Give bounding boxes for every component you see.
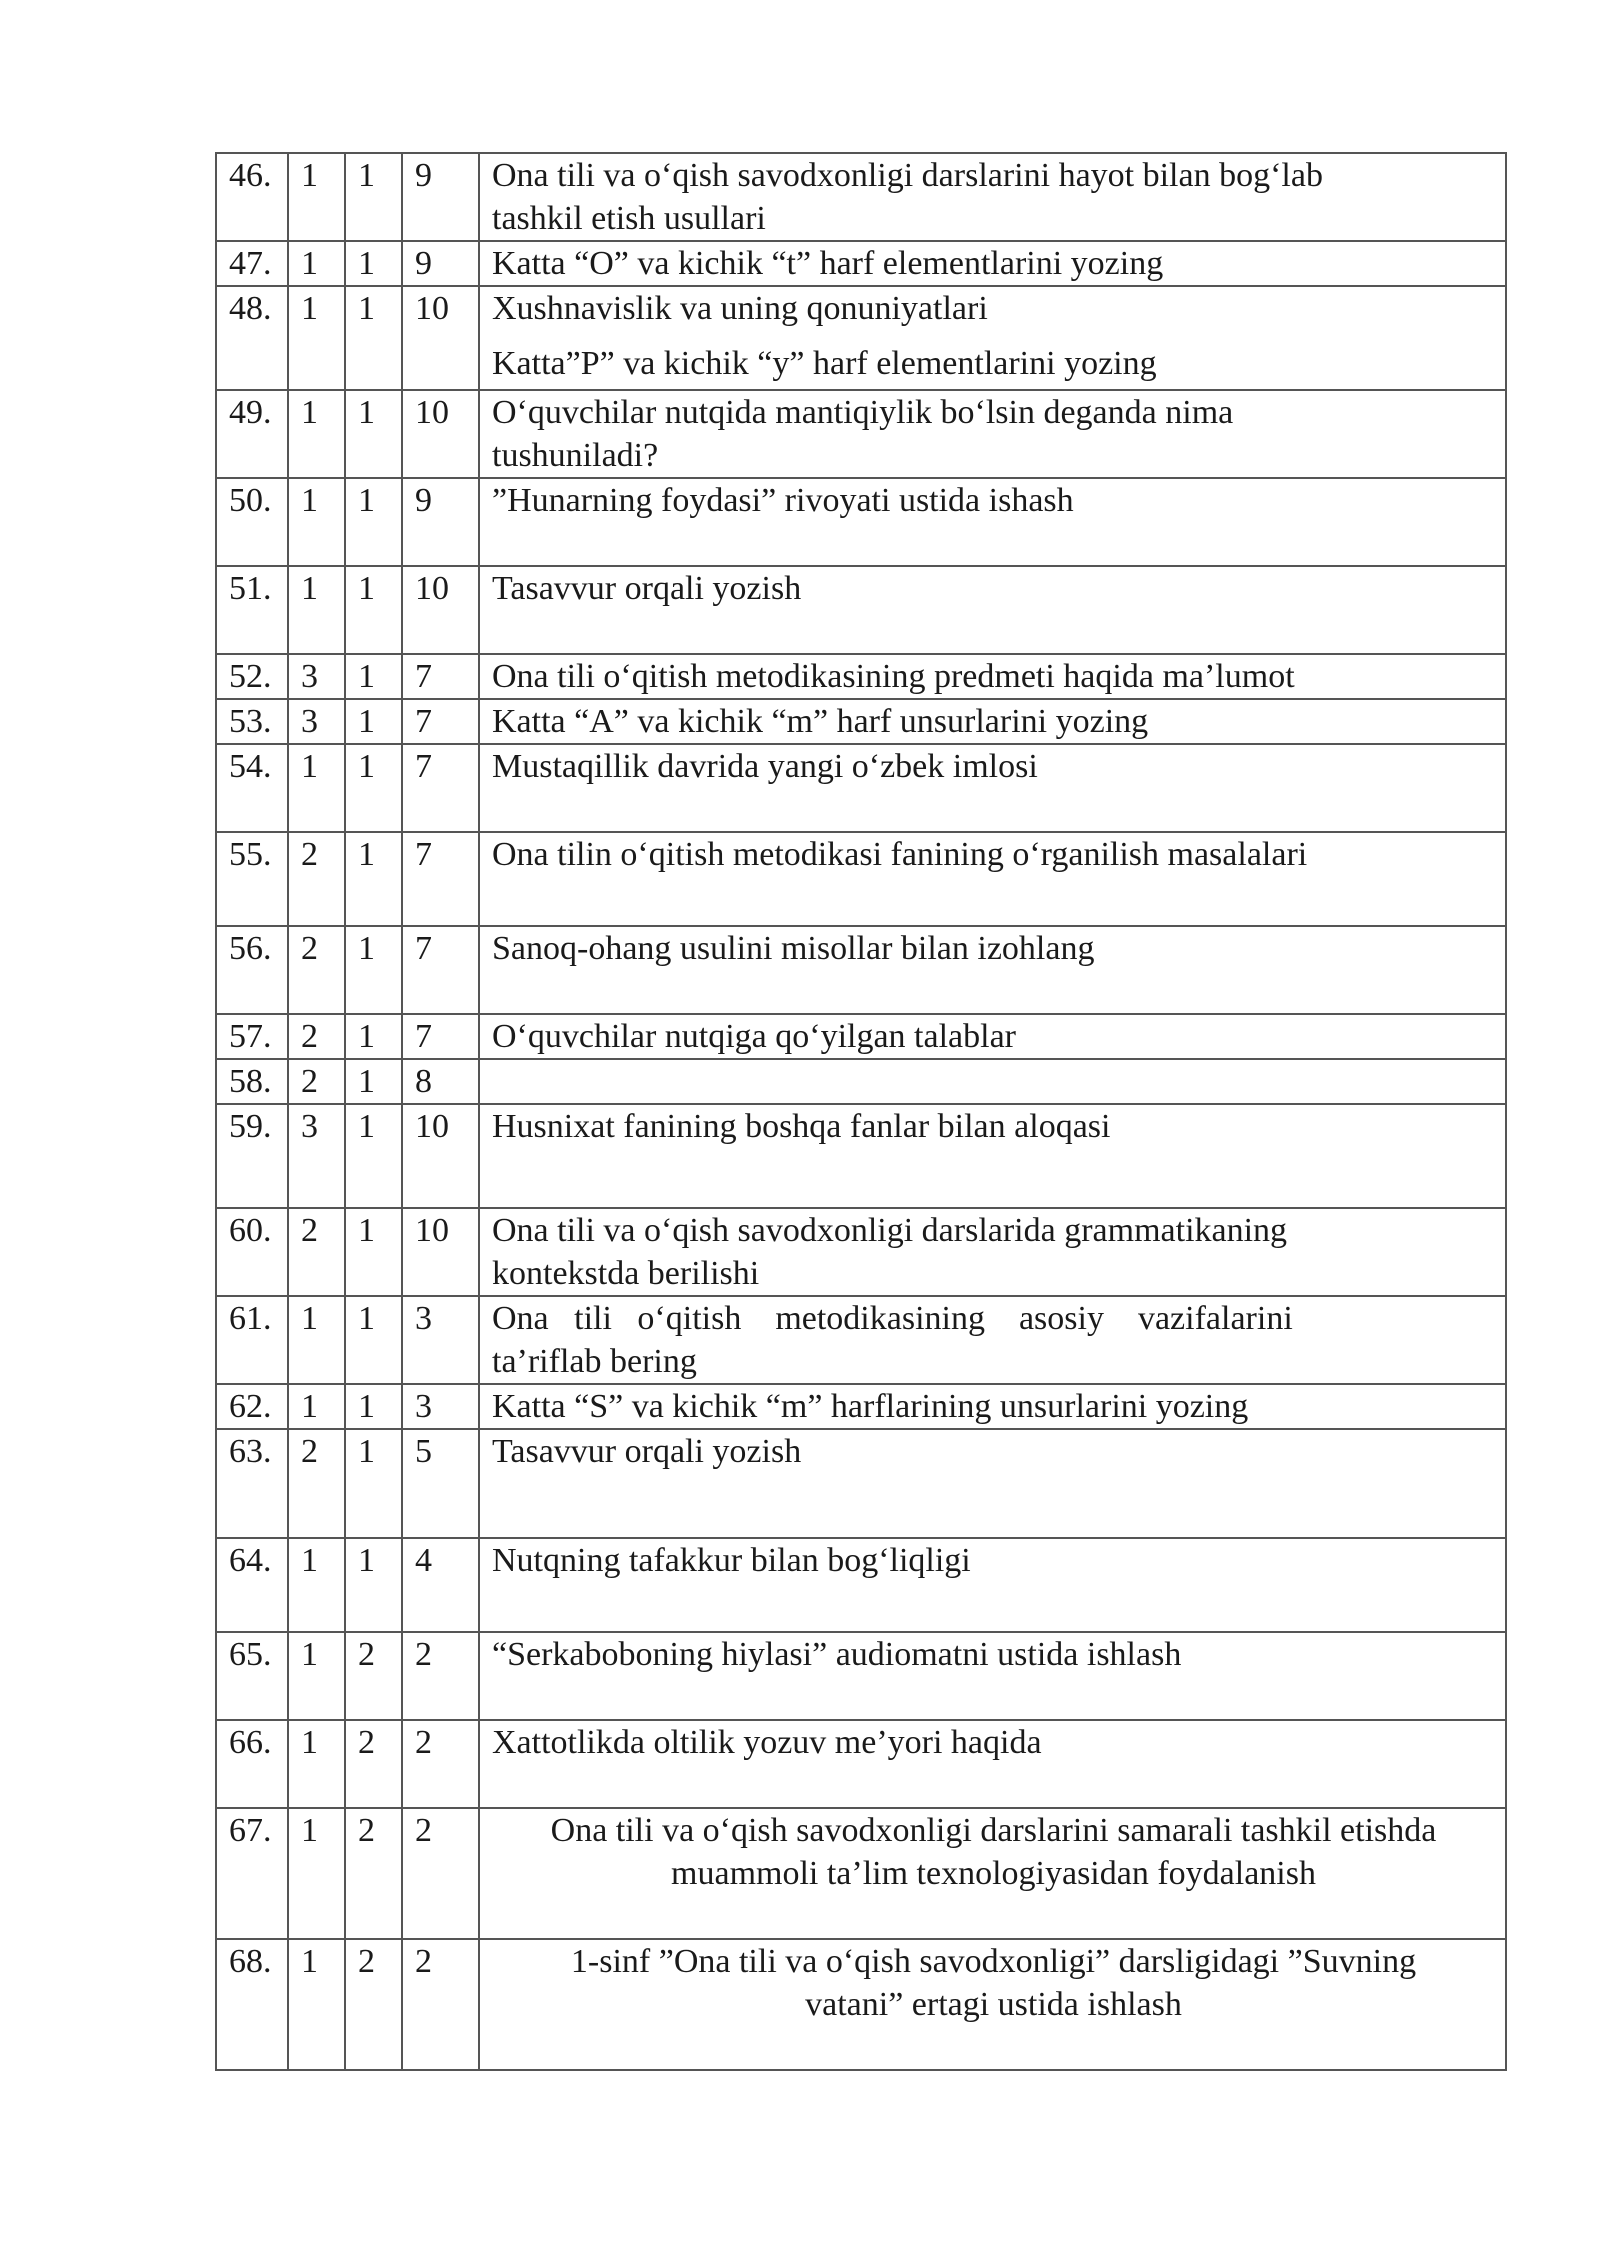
question-text-line: O‘quvchilar nutqida mantiqiylik bo‘lsin deganda nima [492, 394, 1234, 431]
table-row [216, 286, 1506, 390]
questions-table [215, 152, 1507, 2071]
column-a-cell: 2 [288, 926, 345, 1014]
row-number-cell: 49. [216, 390, 288, 478]
row-number-cell: 67. [216, 1808, 288, 1939]
question-text-line: Katta “S” va kichik “m” harflarining unsurlarini yozing [492, 1388, 1249, 1425]
question-text-cell [479, 1538, 1506, 1632]
table-row [216, 1059, 1506, 1104]
question-text-line: ta’riflab bering [492, 1343, 697, 1380]
column-a-cell: 1 [288, 241, 345, 286]
column-c-cell: 7 [402, 832, 479, 926]
column-c-cell: 2 [402, 1720, 479, 1808]
table-row [216, 1384, 1506, 1429]
column-a-cell: 2 [288, 1059, 345, 1104]
table-row [216, 699, 1506, 744]
row-number-cell: 63. [216, 1429, 288, 1538]
question-text-line: Tasavvur orqali yozish [492, 570, 802, 607]
question-text-line: tushuniladi? [492, 437, 659, 474]
column-a-cell: 1 [288, 390, 345, 478]
column-b-cell: 1 [345, 1104, 402, 1208]
column-b-cell: 2 [345, 1720, 402, 1808]
column-b-cell: 1 [345, 478, 402, 566]
question-text-line: kontekstda berilishi [492, 1255, 760, 1292]
table-row [216, 1296, 1506, 1384]
question-text-line: Ona tili o‘qitish metodikasining asosiy vazifalarini [492, 1300, 1293, 1337]
question-text-cell [479, 654, 1506, 699]
question-text-line: tashkil etish usullari [492, 200, 766, 237]
column-a-cell: 2 [288, 1208, 345, 1296]
column-b-cell: 1 [345, 744, 402, 832]
question-text-line: vatani” ertagi ustida ishlash [805, 1986, 1182, 2023]
column-c-cell: 10 [402, 566, 479, 654]
row-number-cell: 66. [216, 1720, 288, 1808]
question-text-line: Ona tilin o‘qitish metodikasi fanining o‘rganilish masalalari [492, 836, 1308, 873]
row-number-cell: 46. [216, 153, 288, 241]
question-text-cell [479, 699, 1506, 744]
table-row [216, 478, 1506, 566]
question-text-line: Sanoq-ohang usulini misollar bilan izohlang [492, 930, 1095, 967]
table-row [216, 1429, 1506, 1538]
table-row [216, 1208, 1506, 1296]
table-row [216, 566, 1506, 654]
column-b-cell: 1 [345, 566, 402, 654]
question-text-cell [479, 926, 1506, 1014]
row-number-cell: 52. [216, 654, 288, 699]
column-b-cell: 1 [345, 1014, 402, 1059]
column-b-cell: 2 [345, 1939, 402, 2070]
column-a-cell: 1 [288, 744, 345, 832]
row-number-cell: 50. [216, 478, 288, 566]
column-c-cell: 2 [402, 1632, 479, 1720]
column-b-cell: 1 [345, 241, 402, 286]
column-c-cell: 3 [402, 1384, 479, 1429]
column-c-cell: 7 [402, 699, 479, 744]
column-a-cell: 1 [288, 1808, 345, 1939]
column-b-cell: 1 [345, 1059, 402, 1104]
table-row [216, 153, 1506, 241]
column-a-cell: 3 [288, 1104, 345, 1208]
column-b-cell: 1 [345, 1208, 402, 1296]
question-text-cell [479, 1632, 1506, 1720]
table-row [216, 744, 1506, 832]
column-c-cell: 2 [402, 1939, 479, 2070]
table-row [216, 1939, 1506, 2070]
column-b-cell: 1 [345, 286, 402, 390]
row-number-cell: 47. [216, 241, 288, 286]
table-row [216, 1808, 1506, 1939]
question-text-cell [479, 478, 1506, 566]
column-a-cell: 3 [288, 654, 345, 699]
question-text-cell [479, 1104, 1506, 1208]
row-number-cell: 56. [216, 926, 288, 1014]
column-c-cell: 10 [402, 1208, 479, 1296]
column-a-cell: 1 [288, 1720, 345, 1808]
table-row [216, 1632, 1506, 1720]
column-b-cell: 1 [345, 390, 402, 478]
row-number-cell: 62. [216, 1384, 288, 1429]
column-c-cell: 9 [402, 241, 479, 286]
column-b-cell: 1 [345, 699, 402, 744]
column-b-cell: 1 [345, 1538, 402, 1632]
table-row [216, 1538, 1506, 1632]
question-text-cell [479, 1208, 1506, 1296]
column-b-cell: 1 [345, 1296, 402, 1384]
question-text-line: Katta “A” va kichik “m” harf unsurlarini yozing [492, 703, 1149, 740]
question-text-line: ”Hunarning foydasi” rivoyati ustida ishash [492, 482, 1074, 519]
table-row [216, 926, 1506, 1014]
question-text-cell [479, 286, 1506, 390]
question-text-line: Ona tili va o‘qish savodxonligi darslarida grammatikaning [492, 1212, 1288, 1249]
question-text-line: muammoli ta’lim texnologiyasidan foydalanish [671, 1855, 1316, 1892]
column-a-cell: 2 [288, 1014, 345, 1059]
column-a-cell: 1 [288, 1384, 345, 1429]
question-text-line: Xushnavislik va uning qonuniyatlari [492, 290, 988, 327]
question-text-cell [479, 390, 1506, 478]
column-c-cell: 7 [402, 744, 479, 832]
column-c-cell: 9 [402, 478, 479, 566]
column-b-cell: 1 [345, 926, 402, 1014]
row-number-cell: 68. [216, 1939, 288, 2070]
column-b-cell: 1 [345, 654, 402, 699]
question-text-line: “Serkaboboning hiylasi” audiomatni ustida ishlash [492, 1636, 1182, 1673]
column-b-cell: 2 [345, 1808, 402, 1939]
question-text-line: Ona tili va o‘qish savodxonligi darslarini hayot bilan bog‘lab [492, 157, 1323, 194]
question-text-line: Ona tili va o‘qish savodxonligi darslarini samarali tashkil etishda [550, 1812, 1437, 1849]
row-number-cell: 60. [216, 1208, 288, 1296]
question-text-line: Xattotlikda oltilik yozuv me’yori haqida [492, 1724, 1042, 1761]
question-text-line: Ona tili o‘qitish metodikasining predmeti haqida ma’lumot [492, 658, 1295, 695]
column-c-cell: 7 [402, 1014, 479, 1059]
row-number-cell: 51. [216, 566, 288, 654]
row-number-cell: 59. [216, 1104, 288, 1208]
row-number-cell: 54. [216, 744, 288, 832]
column-a-cell: 1 [288, 1632, 345, 1720]
column-c-cell: 7 [402, 926, 479, 1014]
column-a-cell: 1 [288, 1939, 345, 2070]
column-c-cell: 10 [402, 1104, 479, 1208]
table-row [216, 1014, 1506, 1059]
question-text-cell [479, 1384, 1506, 1429]
row-number-cell: 61. [216, 1296, 288, 1384]
column-c-cell: 4 [402, 1538, 479, 1632]
table-row [216, 1720, 1506, 1808]
question-text-line: O‘quvchilar nutqiga qo‘yilgan talablar [492, 1018, 1016, 1055]
question-text-cell [479, 832, 1506, 926]
table-row [216, 1104, 1506, 1208]
table-row [216, 654, 1506, 699]
column-c-cell: 3 [402, 1296, 479, 1384]
column-c-cell: 5 [402, 1429, 479, 1538]
question-text-cell [479, 241, 1506, 286]
row-number-cell: 48. [216, 286, 288, 390]
column-c-cell: 10 [402, 286, 479, 390]
column-c-cell: 8 [402, 1059, 479, 1104]
column-c-cell: 9 [402, 153, 479, 241]
table-row [216, 241, 1506, 286]
column-a-cell: 1 [288, 566, 345, 654]
column-a-cell: 3 [288, 699, 345, 744]
question-text-cell [479, 566, 1506, 654]
row-number-cell: 53. [216, 699, 288, 744]
row-number-cell: 57. [216, 1014, 288, 1059]
column-b-cell: 1 [345, 832, 402, 926]
table-row [216, 832, 1506, 926]
column-a-cell: 1 [288, 478, 345, 566]
row-number-cell: 55. [216, 832, 288, 926]
row-number-cell: 58. [216, 1059, 288, 1104]
question-text-cell [479, 1429, 1506, 1538]
question-text-cell [479, 1720, 1506, 1808]
column-b-cell: 2 [345, 1632, 402, 1720]
question-text-line: Katta”P” va kichik “y” harf elementlarini yozing [492, 345, 1157, 382]
question-text-cell [479, 1939, 1506, 2070]
question-text-line: Katta “O” va kichik “t” harf elementlarini yozing [492, 245, 1164, 282]
column-a-cell: 1 [288, 286, 345, 390]
column-a-cell: 2 [288, 832, 345, 926]
column-a-cell: 1 [288, 1296, 345, 1384]
question-text-line: Husnixat fanining boshqa fanlar bilan aloqasi [492, 1108, 1111, 1145]
question-text-cell [479, 1059, 1506, 1104]
column-c-cell: 10 [402, 390, 479, 478]
question-text-line: Mustaqillik davrida yangi o‘zbek imlosi [492, 748, 1038, 785]
column-b-cell: 1 [345, 1429, 402, 1538]
question-text-line: 1-sinf ”Ona tili va o‘qish savodxonligi” darsligidagi ”Suvning [570, 1943, 1417, 1980]
column-b-cell: 1 [345, 153, 402, 241]
column-c-cell: 2 [402, 1808, 479, 1939]
question-text-cell [479, 1808, 1506, 1939]
questions-table-body [216, 153, 1506, 2070]
table-row [216, 390, 1506, 478]
question-text-cell [479, 1296, 1506, 1384]
column-a-cell: 1 [288, 153, 345, 241]
question-text-cell [479, 744, 1506, 832]
question-text-line: Nutqning tafakkur bilan bog‘liqligi [492, 1542, 971, 1579]
column-b-cell: 1 [345, 1384, 402, 1429]
question-text-cell [479, 153, 1506, 241]
column-a-cell: 2 [288, 1429, 345, 1538]
row-number-cell: 65. [216, 1632, 288, 1720]
column-a-cell: 1 [288, 1538, 345, 1632]
question-text-cell [479, 1014, 1506, 1059]
row-number-cell: 64. [216, 1538, 288, 1632]
question-text-line: Tasavvur orqali yozish [492, 1433, 802, 1470]
column-c-cell: 7 [402, 654, 479, 699]
